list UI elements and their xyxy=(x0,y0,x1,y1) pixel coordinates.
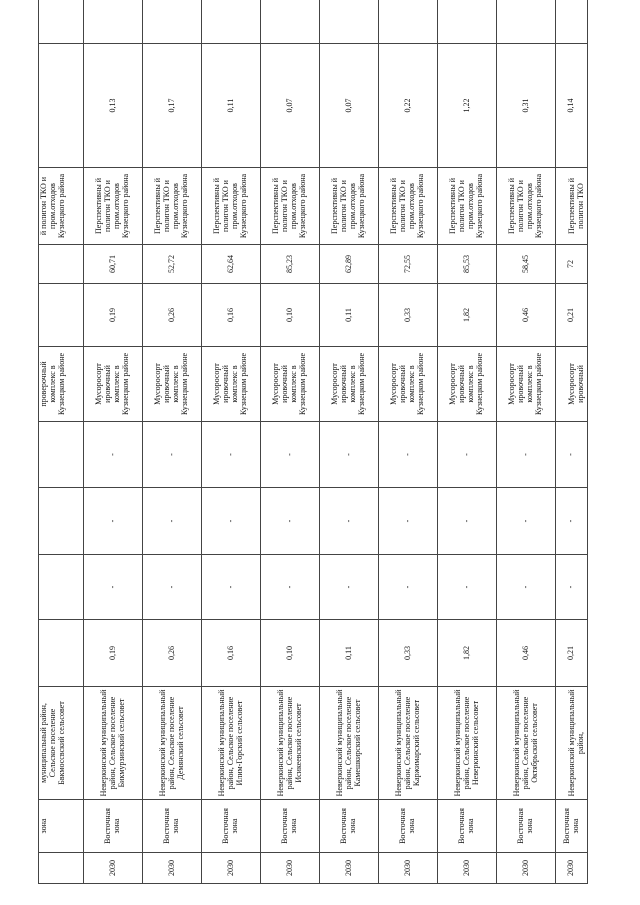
cell-c5: - xyxy=(84,555,143,620)
cell-c5: - xyxy=(438,555,497,620)
cell-c6: - xyxy=(320,488,379,555)
cell-c6: - xyxy=(556,488,588,555)
cell-c7: - xyxy=(202,422,261,488)
cell-zone: Восточная зона xyxy=(143,800,202,853)
cell-facility: Мусоросорт ировочный комплекс в Кузнецком районе xyxy=(143,347,202,422)
cell-c6: - xyxy=(438,488,497,555)
cell-facility: Мусоросорт ировочный комплекс в Кузнецком районе xyxy=(320,347,379,422)
cell-c13 xyxy=(202,0,261,44)
cell-c4: 0,11 xyxy=(320,620,379,687)
cell-year: 2030 xyxy=(320,853,379,884)
cell-zone: Восточная зона xyxy=(497,800,556,853)
table-row xyxy=(320,0,379,884)
cell-c4: 0,33 xyxy=(379,620,438,687)
table-row xyxy=(438,0,497,884)
cell-destination: Перспективны й полигон ТКО и пром.отходов Кузнецкого района xyxy=(438,168,497,245)
cell-settlement: Неверкинский муниципальный район, xyxy=(556,687,588,800)
cell-c6: - xyxy=(261,488,320,555)
cell-c10: 60,71 xyxy=(84,245,143,284)
cell-c10 xyxy=(39,245,84,284)
cell-c4: 0,16 xyxy=(202,620,261,687)
cell-c13 xyxy=(39,0,84,44)
table-row xyxy=(84,0,143,884)
cell-c7: - xyxy=(379,422,438,488)
cell-c7: - xyxy=(261,422,320,488)
cell-c6: - xyxy=(143,488,202,555)
cell-c6 xyxy=(39,488,84,555)
cell-c4: 0,21 xyxy=(556,620,588,687)
cell-zone: Восточная зона xyxy=(556,800,588,853)
cell-facility: проверочный комплекс в Кузнецком районе xyxy=(39,347,84,422)
cell-c5: - xyxy=(497,555,556,620)
cell-c5 xyxy=(39,555,84,620)
table-row xyxy=(556,0,588,884)
cell-settlement: Неверкинский муниципальный район, Сельское поселение Камешкирский сельсовет xyxy=(320,687,379,800)
cell-c10: 62,64 xyxy=(202,245,261,284)
cell-destination: Перспективны й полигон ТКО и пром.отходов Кузнецкого района xyxy=(320,168,379,245)
cell-c9: 0,11 xyxy=(320,284,379,347)
cell-destination: й полигон ТКО и пром.отходов Кузнецкого района xyxy=(39,168,84,245)
cell-destination: Перспективны й полигон ТКО и пром.отходов Кузнецкого района xyxy=(84,168,143,245)
cell-c4: 0,46 xyxy=(497,620,556,687)
cell-c6: - xyxy=(202,488,261,555)
cell-year: 2030 xyxy=(84,853,143,884)
cell-c12: 0,17 xyxy=(143,44,202,168)
cell-c9: 0,46 xyxy=(497,284,556,347)
cell-year xyxy=(39,853,84,884)
cell-c13 xyxy=(379,0,438,44)
cell-destination: Перспективны й полигон ТКО xyxy=(556,168,588,245)
cell-c10: 85,23 xyxy=(261,245,320,284)
cell-c4: 1,82 xyxy=(438,620,497,687)
table-row xyxy=(202,0,261,884)
cell-c13 xyxy=(438,0,497,44)
cell-c12: 0,13 xyxy=(84,44,143,168)
cell-settlement: Неверкинский муниципальный район, Сельское поселение Исикеевский сельсовет xyxy=(261,687,320,800)
cell-year: 2030 xyxy=(438,853,497,884)
cell-facility: Мусоросорт ировочный комплекс в Кузнецком районе xyxy=(202,347,261,422)
cell-facility: Мусоросорт ировочный комплекс в Кузнецком районе xyxy=(379,347,438,422)
cell-c10: 58,45 xyxy=(497,245,556,284)
cell-destination: Перспективны й полигон ТКО и пром.отходов Кузнецкого района xyxy=(497,168,556,245)
cell-settlement: Неверкинский муниципальный район, Сельское поселение Октябрьский сельсовет xyxy=(497,687,556,800)
cell-year: 2030 xyxy=(379,853,438,884)
cell-c4: 0,10 xyxy=(261,620,320,687)
cell-c12: 0,22 xyxy=(379,44,438,168)
cell-facility: Мусоросорт ировочный комплекс в Кузнецком районе xyxy=(497,347,556,422)
cell-c10: 62,89 xyxy=(320,245,379,284)
cell-c7: - xyxy=(438,422,497,488)
cell-c12 xyxy=(39,44,84,168)
cell-c9: 0,10 xyxy=(261,284,320,347)
cell-c12: 0,31 xyxy=(497,44,556,168)
cell-c10: 72 xyxy=(556,245,588,284)
table-row xyxy=(261,0,320,884)
cell-c13 xyxy=(143,0,202,44)
cell-c9: 0,19 xyxy=(84,284,143,347)
cell-destination: Перспективны й полигон ТКО и пром.отходов Кузнецкого района xyxy=(261,168,320,245)
cell-c6: - xyxy=(379,488,438,555)
cell-year: 2030 xyxy=(202,853,261,884)
cell-settlement: муниципальный район, Сельское поселение Бвкмоссвский сельсовет xyxy=(39,687,84,800)
cell-year: 2030 xyxy=(261,853,320,884)
cell-destination: Перспективны й полигон ТКО и пром.отходов Кузнецкого района xyxy=(202,168,261,245)
cell-c7: - xyxy=(320,422,379,488)
cell-c13 xyxy=(261,0,320,44)
cell-c9: 1,82 xyxy=(438,284,497,347)
cell-zone: Восточная зона xyxy=(379,800,438,853)
cell-settlement: Неверкинский муниципальный район, Сельское поселение Илим-Горский сельсовет xyxy=(202,687,261,800)
cell-c5: - xyxy=(202,555,261,620)
cell-year: 2030 xyxy=(143,853,202,884)
cell-c5: - xyxy=(379,555,438,620)
rotated-table-wrapper xyxy=(38,22,588,884)
table-row xyxy=(379,0,438,884)
cell-destination: Перспективны й полигон ТКО и пром.отходов Кузнецкого района xyxy=(379,168,438,245)
cell-c9: 0,26 xyxy=(143,284,202,347)
cell-c13 xyxy=(84,0,143,44)
cell-c9: 0,16 xyxy=(202,284,261,347)
cell-c6: - xyxy=(84,488,143,555)
cell-zone: Восточная зона xyxy=(320,800,379,853)
cell-c9: 0,33 xyxy=(379,284,438,347)
cell-c5: - xyxy=(261,555,320,620)
cell-c10: 72,55 xyxy=(379,245,438,284)
cell-c7: - xyxy=(556,422,588,488)
cell-c6: - xyxy=(497,488,556,555)
cell-c12: 0,14 xyxy=(556,44,588,168)
cell-settlement: Неверкинский муниципальный район, Сельское поселение Неверкинский сельсовет xyxy=(438,687,497,800)
table-row xyxy=(497,0,556,884)
cell-c9: 0,21 xyxy=(556,284,588,347)
cell-settlement: Неверкинский муниципальный район, Сельское поселение Демянский сельсовет xyxy=(143,687,202,800)
cell-facility: Мусоросорт ировочный xyxy=(556,347,588,422)
cell-facility: Мусоросорт ировочный комплекс в Кузнецком районе xyxy=(438,347,497,422)
cell-c7: - xyxy=(497,422,556,488)
cell-settlement: Неверкинский муниципальный район, Сельское поселение Каржимарский сельсовет xyxy=(379,687,438,800)
cell-c12: 0,07 xyxy=(320,44,379,168)
cell-zone: Восточная зона xyxy=(202,800,261,853)
cell-c5: - xyxy=(556,555,588,620)
cell-year: 2030 xyxy=(497,853,556,884)
cell-c7: - xyxy=(143,422,202,488)
cell-zone: Восточная зона xyxy=(84,800,143,853)
table-row xyxy=(143,0,202,884)
cell-c4 xyxy=(39,620,84,687)
cell-c9 xyxy=(39,284,84,347)
table-row xyxy=(39,0,84,884)
cell-c10: 85,53 xyxy=(438,245,497,284)
cell-c5: - xyxy=(143,555,202,620)
cell-zone: зона xyxy=(39,800,84,853)
cell-c12: 0,11 xyxy=(202,44,261,168)
cell-c12: 1,22 xyxy=(438,44,497,168)
cell-year: 2030 xyxy=(556,853,588,884)
cell-zone: Восточная зона xyxy=(438,800,497,853)
cell-c13 xyxy=(556,0,588,44)
cell-c5: - xyxy=(320,555,379,620)
cell-c13 xyxy=(497,0,556,44)
waste-flow-table xyxy=(38,0,588,884)
cell-facility: Мусоросорт ировочный комплекс в Кузнецком районе xyxy=(261,347,320,422)
cell-c7 xyxy=(39,422,84,488)
cell-c4: 0,26 xyxy=(143,620,202,687)
cell-facility: Мусоросорт ировочный комплекс в Кузнецком районе xyxy=(84,347,143,422)
cell-c7: - xyxy=(84,422,143,488)
cell-c10: 52,72 xyxy=(143,245,202,284)
cell-zone: Восточная зона xyxy=(261,800,320,853)
cell-c4: 0,19 xyxy=(84,620,143,687)
cell-settlement: Неверкинский муниципальный район, Сельское поселение Бикмурзинский сельсовет xyxy=(84,687,143,800)
cell-c13 xyxy=(320,0,379,44)
cell-destination: Перспективны й полигон ТКО и пром.отходов Кузнецкого района xyxy=(143,168,202,245)
cell-c12: 0,07 xyxy=(261,44,320,168)
